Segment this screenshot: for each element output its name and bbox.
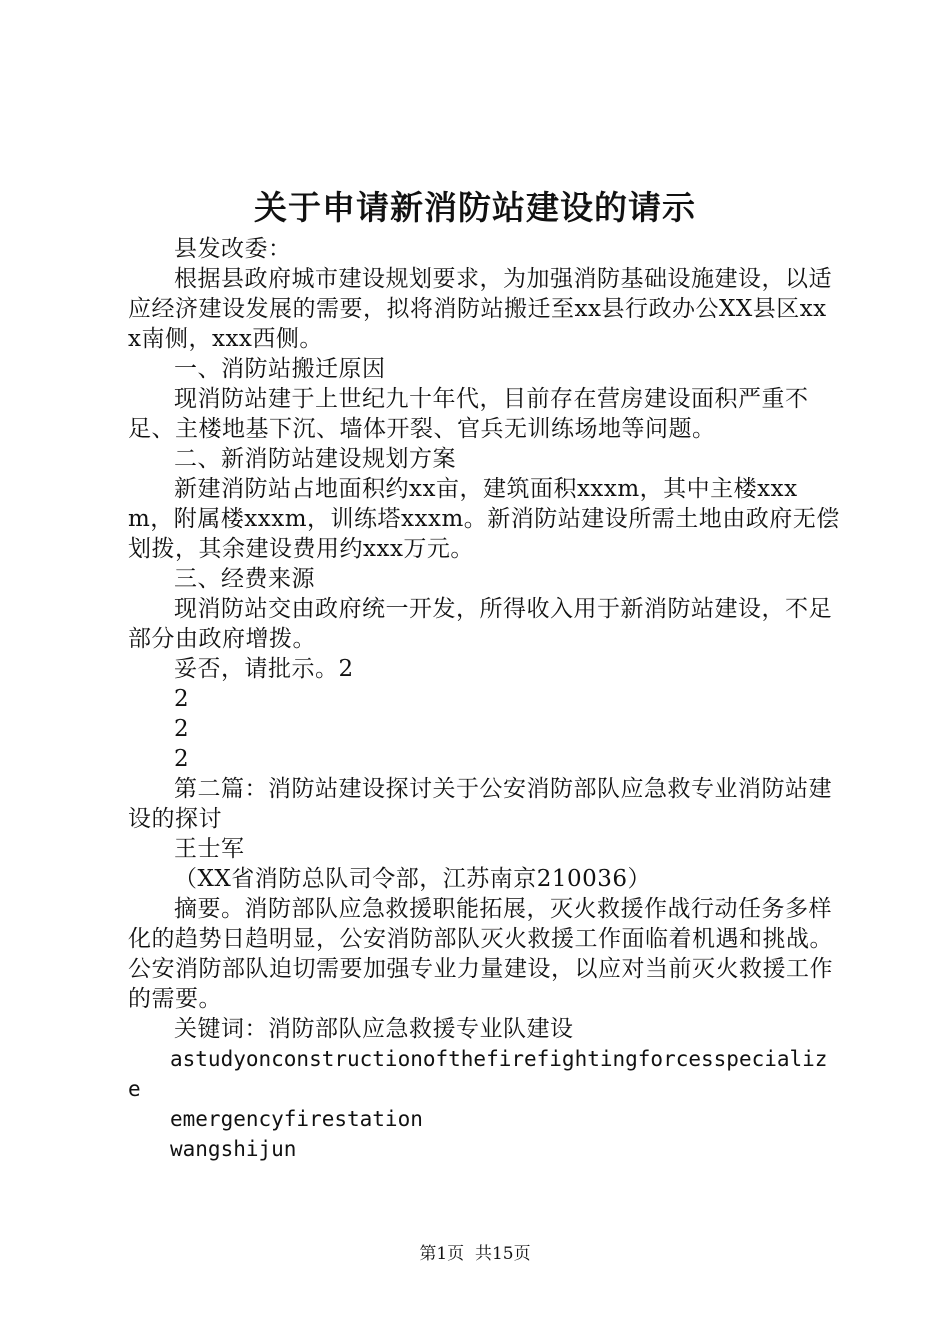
keywords-line: 关键词：消防部队应急救援专业队建设 bbox=[174, 1016, 574, 1042]
stray-number-line: 2 bbox=[174, 716, 190, 742]
author-affiliation: （XX省消防总队司令部，江苏南京210036） bbox=[174, 866, 652, 892]
section-paragraph-1: 现消防站建于上世纪九十年代，目前存在营房建设面积严重不足、主楼地基下沉、墙体开裂、官兵无训练场地等问题。 bbox=[128, 386, 809, 442]
author-name: 王士军 bbox=[174, 836, 245, 862]
intro-paragraph: 根据县政府城市建设规划要求，为加强消防基础设施建设，以适应经济建设发展的需要，拟将消防站搬迁至xx县行政办公XX县区xxx南侧，xxx西侧。 bbox=[128, 266, 832, 352]
english-author-line: wangshijun bbox=[170, 1137, 297, 1161]
english-subtitle-line: emergencyfirestation bbox=[170, 1107, 423, 1131]
section-paragraph-2: 新建消防站占地面积约xx亩，建筑面积xxxm，其中主楼xxxm，附属楼xxxm，训练塔xxxm。新消防站建设所需土地由政府无偿划拨，其余建设费用约xxx万元。 bbox=[128, 476, 840, 562]
section-paragraph-3: 现消防站交由政府统一开发，所得收入用于新消防站建设，不足部分由政府增拨。 bbox=[128, 596, 832, 652]
closing-line: 妥否，请批示。2 bbox=[174, 656, 354, 682]
section-heading-2: 二、新消防站建设规划方案 bbox=[174, 446, 456, 472]
document-body bbox=[128, 234, 840, 1164]
stray-number-line: 2 bbox=[174, 746, 190, 772]
abstract-paragraph: 摘要。消防部队应急救援职能拓展，灭火救援作战行动任务多样化的趋势日趋明显，公安消防部队灭火救援工作面临着机遇和挑战。公安消防部队迫切需要加强专业力量建设，以应对当前灭火救援工作的需要。 bbox=[128, 896, 833, 1012]
section-heading-1: 一、消防站搬迁原因 bbox=[174, 356, 386, 382]
salutation: 县发改委： bbox=[174, 236, 292, 262]
stray-number-line: 2 bbox=[174, 686, 190, 712]
document-title: 关于申请新消防站建设的请示 bbox=[254, 188, 696, 227]
english-title-line: astudyonconstructionofthefirefightingforcesspecialize bbox=[128, 1047, 828, 1101]
second-article-heading: 第二篇：消防站建设探讨关于公安消防部队应急救专业消防站建设的探讨 bbox=[128, 776, 832, 832]
section-heading-3: 三、经费来源 bbox=[174, 566, 315, 592]
page-footer: 第1页 共15页 bbox=[419, 1244, 531, 1264]
